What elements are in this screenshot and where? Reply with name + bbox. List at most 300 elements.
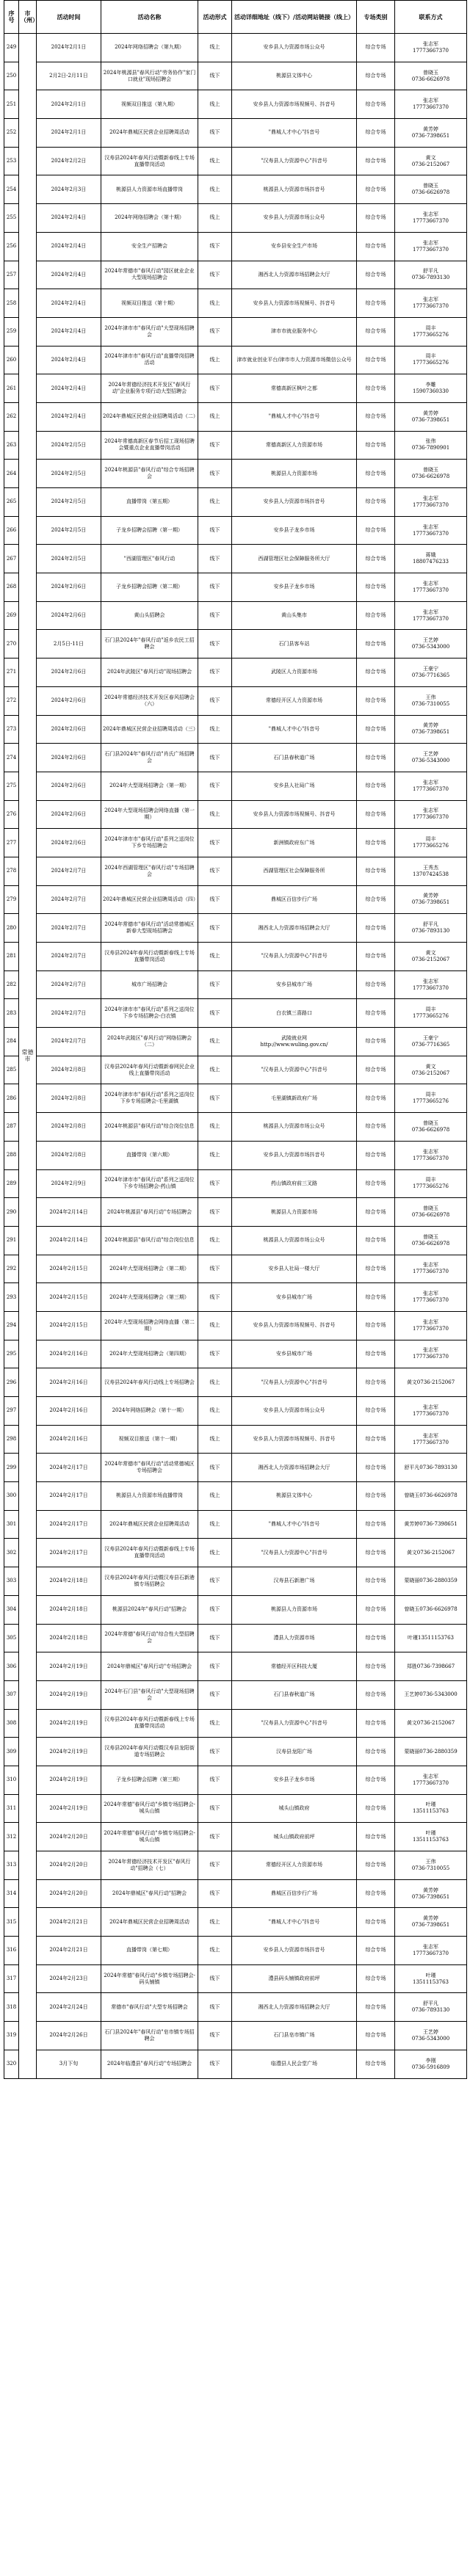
- cell-category: 综合专场: [357, 1908, 395, 1937]
- cell-contact: 王伟 0736-7310055: [395, 686, 467, 715]
- cell-contact: 黄文 0736-2152067: [395, 1056, 467, 1084]
- table-row: [4, 1283, 467, 1312]
- table-row: [4, 601, 467, 630]
- table-row: [4, 658, 467, 687]
- cell-category: 综合专场: [357, 1226, 395, 1255]
- cell-format: 线下: [198, 1964, 232, 1993]
- cell-date: 2024年2月19日: [37, 1738, 101, 1766]
- table-row: [4, 1993, 467, 2022]
- cell-contact: 黄文 0736-2152067: [395, 943, 467, 971]
- cell-index: 279: [4, 885, 19, 914]
- cell-date: 2024年2月23日: [37, 1964, 101, 1993]
- cell-contact: 张志军 17773667370: [395, 772, 467, 800]
- cell-event-name: 2024年常德"春风行动"乡镇专场招聘会-城头山镇: [101, 1823, 198, 1851]
- cell-date: 2024年2月6日: [37, 686, 101, 715]
- cell-category: 综合专场: [357, 1113, 395, 1142]
- cell-format: 线上: [198, 1482, 232, 1511]
- cell-address: 安乡县子龙乡市场: [232, 1766, 357, 1794]
- cell-category: 综合专场: [357, 857, 395, 885]
- cell-date: 2024年2月7日: [37, 970, 101, 999]
- cell-category: 综合专场: [357, 2022, 395, 2050]
- cell-date: 2024年2月1日: [37, 119, 101, 148]
- cell-format: 线下: [198, 1169, 232, 1198]
- cell-date: 2024年2月3日: [37, 175, 101, 204]
- cell-format: 线下: [198, 431, 232, 460]
- cell-contact: 张志军 17773667370: [395, 516, 467, 545]
- cell-contact: 黄文0736-2152067: [395, 1368, 467, 1397]
- cell-event-name: 汉寿县2024年春风行动暨新春线上专场直播带岗活动: [101, 147, 198, 175]
- cell-date: 2024年2月5日: [37, 460, 101, 488]
- cell-index: 281: [4, 943, 19, 971]
- cell-category: 综合专场: [357, 346, 395, 374]
- table-row: [4, 90, 467, 119]
- cell-index: 253: [4, 147, 19, 175]
- cell-address: 西湖管理区社会保障服务所: [232, 857, 357, 885]
- cell-format: 线下: [198, 999, 232, 1028]
- table-row: [4, 1084, 467, 1113]
- cell-format: 线下: [198, 658, 232, 687]
- cell-date: 2024年2月7日: [37, 914, 101, 943]
- cell-address: 石门县春秋道广场: [232, 1680, 357, 1709]
- cell-contact: 张志军 17773667370: [395, 34, 467, 62]
- cell-date: 2024年2月16日: [37, 1368, 101, 1397]
- cell-index: 300: [4, 1482, 19, 1511]
- cell-index: 295: [4, 1340, 19, 1368]
- cell-index: 311: [4, 1794, 19, 1823]
- table-row: [4, 2022, 467, 2050]
- cell-category: 综合专场: [357, 914, 395, 943]
- cell-address: 桃源县人力资源市场: [232, 1198, 357, 1227]
- cell-format: 线下: [198, 1624, 232, 1652]
- cell-event-name: 2024年网络招聘会（第十期）: [101, 204, 198, 233]
- table-row: [4, 715, 467, 744]
- cell-index: 316: [4, 1937, 19, 1965]
- cell-index: 291: [4, 1226, 19, 1255]
- cell-date: 2024年2月20日: [37, 1823, 101, 1851]
- cell-category: 综合专场: [357, 1028, 395, 1056]
- cell-event-name: 汉寿县2024年春风行动线上专场招聘会: [101, 1368, 198, 1397]
- cell-address: "鼎城人才中心"抖音号: [232, 1510, 357, 1539]
- cell-address: 汉寿县石新港广场: [232, 1567, 357, 1596]
- cell-category: 综合专场: [357, 1937, 395, 1965]
- cell-date: 2024年2月20日: [37, 1879, 101, 1908]
- cell-address: 安乡县人力资源市场公众号: [232, 204, 357, 233]
- cell-category: 综合专场: [357, 431, 395, 460]
- cell-index: 310: [4, 1766, 19, 1794]
- cell-event-name: 2024年武陵区"春风行动"现场招聘会: [101, 658, 198, 687]
- table-row: [4, 1454, 467, 1482]
- cell-date: 2024年2月21日: [37, 1908, 101, 1937]
- cell-index: 264: [4, 460, 19, 488]
- cell-address: 药山镇政府前三叉路: [232, 1169, 357, 1198]
- cell-index: 298: [4, 1425, 19, 1454]
- cell-format: 线上: [198, 1141, 232, 1169]
- table-row: [4, 1794, 467, 1823]
- cell-date: 2024年2月21日: [37, 1937, 101, 1965]
- cell-contact: 曾晓玉 0736-6626978: [395, 175, 467, 204]
- cell-contact: 王伟 0736-7310055: [395, 1851, 467, 1880]
- cell-address: 城头山镇政府: [232, 1794, 357, 1823]
- cell-format: 线下: [198, 885, 232, 914]
- cell-format: 线上: [198, 1425, 232, 1454]
- cell-category: 综合专场: [357, 204, 395, 233]
- table-row: [4, 119, 467, 148]
- cell-contact: 黄芳婷 0736-7398651: [395, 1879, 467, 1908]
- cell-address: "汉寿县人力资源中心"抖音号: [232, 147, 357, 175]
- cell-event-name: 城市广场招聘会: [101, 970, 198, 999]
- cell-format: 线下: [198, 1738, 232, 1766]
- cell-event-name: 2024年常德经济技术开发区"春风行动"企业服务专项行动大型招聘会: [101, 374, 198, 403]
- cell-category: 综合专场: [357, 289, 395, 318]
- cell-category: 综合专场: [357, 488, 395, 517]
- cell-format: 线下: [198, 261, 232, 289]
- cell-index: 265: [4, 488, 19, 517]
- cell-format: 线下: [198, 516, 232, 545]
- cell-date: 2024年2月7日: [37, 885, 101, 914]
- cell-address: 桃源县人力资源市场: [232, 460, 357, 488]
- cell-index: 294: [4, 1311, 19, 1340]
- table-row: [4, 686, 467, 715]
- cell-index: 259: [4, 317, 19, 346]
- table-row: [4, 1169, 467, 1198]
- cell-format: 线上: [198, 346, 232, 374]
- cell-index: 306: [4, 1652, 19, 1681]
- cell-address: 安乡县人力资源市场公众号: [232, 1397, 357, 1426]
- cell-address: 桃源县人力资源市场公众号: [232, 1113, 357, 1142]
- cell-contact: 张志军 17773667370: [395, 573, 467, 602]
- cell-format: 线下: [198, 1652, 232, 1681]
- table-row: [4, 516, 467, 545]
- cell-format: 线下: [198, 545, 232, 573]
- cell-event-name: 2024年武陵区"春风行动"网络招聘会（二）: [101, 1028, 198, 1056]
- cell-format: 线下: [198, 1567, 232, 1596]
- table-row: [4, 1141, 467, 1169]
- cell-format: 线上: [198, 1937, 232, 1965]
- cell-contact: 张志军 17773667370: [395, 1311, 467, 1340]
- cell-event-name: 2024年桃源县"春风行动"综合专场招聘会: [101, 460, 198, 488]
- cell-contact: 黄芳婷0736-7398651: [395, 1510, 467, 1539]
- cell-format: 线上: [198, 1539, 232, 1567]
- cell-category: 综合专场: [357, 1454, 395, 1482]
- cell-index: 299: [4, 1454, 19, 1482]
- cell-format: 线上: [198, 1113, 232, 1142]
- cell-event-name: 2024年常德市"春风行动"活动常德城区新春大型现场招聘会: [101, 914, 198, 943]
- cell-address: 桃源县文体中心: [232, 62, 357, 90]
- cell-index: 278: [4, 857, 19, 885]
- table-row: [4, 630, 467, 658]
- cell-event-name: 2024年桃源县"春风行动"综合岗位信息: [101, 1113, 198, 1142]
- cell-contact: 周丰 17773665276: [395, 999, 467, 1028]
- cell-contact: 张志军 17773667370: [395, 289, 467, 318]
- cell-index: 268: [4, 573, 19, 602]
- cell-contact: 舒平凡 0736-7893130: [395, 1993, 467, 2022]
- cell-date: 2024年2月15日: [37, 1255, 101, 1283]
- cell-format: 线下: [198, 1454, 232, 1482]
- table-row: [4, 261, 467, 289]
- cell-contact: 曾晓玉0736-6626978: [395, 1595, 467, 1624]
- cell-category: 综合专场: [357, 885, 395, 914]
- cell-category: 综合专场: [357, 1397, 395, 1426]
- cell-date: 2024年2月1日: [37, 34, 101, 62]
- cell-format: 线上: [198, 1311, 232, 1340]
- cell-address: 安乡县人力资源市场视频号、抖音号: [232, 1311, 357, 1340]
- cell-category: 综合专场: [357, 1255, 395, 1283]
- cell-category: 综合专场: [357, 1198, 395, 1227]
- cell-index: 287: [4, 1113, 19, 1142]
- table-row: [4, 317, 467, 346]
- table-row: [4, 402, 467, 431]
- cell-index: 269: [4, 601, 19, 630]
- cell-date: 2024年2月16日: [37, 1397, 101, 1426]
- cell-event-name: 常德市"春风行动"大型专场招聘会: [101, 1993, 198, 2022]
- cell-index: 308: [4, 1709, 19, 1738]
- cell-city-merged: 常德市: [19, 34, 37, 2079]
- table-row: [4, 829, 467, 857]
- cell-event-name: 2024年大型现场招聘会（第四期）: [101, 1340, 198, 1368]
- table-row: [4, 573, 467, 602]
- header-index: 序号: [4, 1, 19, 34]
- cell-event-name: 2024年津市市"春风行动"系列之送岗位下乡专场招聘会: [101, 829, 198, 857]
- cell-index: 318: [4, 1993, 19, 2022]
- cell-address: 安乡县城市广场: [232, 1283, 357, 1312]
- cell-event-name: 2024年常德"春风行动"乡镇专场招聘会-码头铺镇: [101, 1964, 198, 1993]
- cell-format: 线下: [198, 914, 232, 943]
- cell-format: 线上: [198, 289, 232, 318]
- cell-date: 2024年2月6日: [37, 573, 101, 602]
- cell-date: 2024年2月2日: [37, 147, 101, 175]
- cell-address: 常德经开区科技大厦: [232, 1652, 357, 1681]
- cell-event-name: 视频双目推送（第十期）: [101, 289, 198, 318]
- cell-contact: 张志军 17773667370: [395, 488, 467, 517]
- cell-event-name: 子龙乡招聘会招聘（第一期）: [101, 516, 198, 545]
- table-row: [4, 1680, 467, 1709]
- cell-contact: 叶瑾 13511153763: [395, 1823, 467, 1851]
- cell-event-name: 子龙乡招聘会招聘（第二期）: [101, 573, 198, 602]
- cell-date: 2024年2月26日: [37, 2022, 101, 2050]
- cell-event-name: 石门县2024年"春风行动"返乡农民工招聘会: [101, 630, 198, 658]
- cell-contact: 曾晓玉 0736-6626978: [395, 1226, 467, 1255]
- cell-contact: 叶瑾 13511153763: [395, 1794, 467, 1823]
- cell-date: 2024年2月15日: [37, 1283, 101, 1312]
- cell-contact: 黄芳婷 0736-7398651: [395, 119, 467, 148]
- cell-category: 综合专场: [357, 1340, 395, 1368]
- cell-index: 277: [4, 829, 19, 857]
- cell-format: 线上: [198, 1908, 232, 1937]
- table-row: [4, 1198, 467, 1227]
- cell-index: 288: [4, 1141, 19, 1169]
- cell-category: 综合专场: [357, 90, 395, 119]
- cell-date: 2024年2月6日: [37, 829, 101, 857]
- cell-format: 线下: [198, 601, 232, 630]
- cell-format: 线下: [198, 374, 232, 403]
- cell-event-name: 2024年石门县"春风行动"大型现场招聘会: [101, 1680, 198, 1709]
- table-row: [4, 1709, 467, 1738]
- cell-event-name: 黄山头招聘会: [101, 601, 198, 630]
- table-row: [4, 1879, 467, 1908]
- table-row: [4, 545, 467, 573]
- cell-index: 297: [4, 1397, 19, 1426]
- cell-address: 安乡县城市广场: [232, 970, 357, 999]
- cell-category: 综合专场: [357, 261, 395, 289]
- cell-contact: 张志军 17773667370: [395, 1397, 467, 1426]
- cell-address: 津市市就业服务中心: [232, 317, 357, 346]
- cell-event-name: 2024年网络招聘会（第十一期）: [101, 1397, 198, 1426]
- cell-date: 2024年2月4日: [37, 317, 101, 346]
- cell-category: 综合专场: [357, 686, 395, 715]
- cell-category: 综合专场: [357, 1680, 395, 1709]
- cell-index: 290: [4, 1198, 19, 1227]
- cell-address: "汉寿县人力资源中心"抖音号: [232, 943, 357, 971]
- cell-date: 2024年2月6日: [37, 601, 101, 630]
- cell-event-name: 2024年鼎城区民营企业招聘周活动: [101, 1510, 198, 1539]
- cell-contact: 周丰 17773665276: [395, 346, 467, 374]
- cell-format: 线下: [198, 1879, 232, 1908]
- cell-event-name: 汉寿县2024年春风行动暨新春网民企业线上直播带岗活动: [101, 1056, 198, 1084]
- cell-category: 综合专场: [357, 147, 395, 175]
- cell-contact: 曾晓玉 0736-6626978: [395, 1113, 467, 1142]
- table-row: [4, 346, 467, 374]
- cell-address: 城头山镇政府前坪: [232, 1823, 357, 1851]
- cell-event-name: 2024年常德"春风行动"综合性大型招聘会: [101, 1624, 198, 1652]
- cell-event-name: "西湖管理区"春风行动: [101, 545, 198, 573]
- cell-event-name: 2024年津市市"春风行动"系列之送岗位下乡专场招聘会-药山镇: [101, 1169, 198, 1198]
- cell-date: 2024年2月19日: [37, 1766, 101, 1794]
- cell-date: 2024年2月5日: [37, 545, 101, 573]
- cell-address: 西湖管理区社会保障服务所大厅: [232, 545, 357, 573]
- cell-contact: 张志军 17773667370: [395, 232, 467, 261]
- cell-index: 315: [4, 1908, 19, 1937]
- cell-event-name: 2024年鼎城区"春风行动"专场招聘会: [101, 1652, 198, 1681]
- cell-address: "鼎城人才中心"抖音号: [232, 1908, 357, 1937]
- cell-date: 2024年2月6日: [37, 658, 101, 687]
- table-row: [4, 62, 467, 90]
- cell-event-name: 2024年鼎城区民营企业招聘周活动: [101, 119, 198, 148]
- cell-category: 综合专场: [357, 1084, 395, 1113]
- table-row: [4, 857, 467, 885]
- cell-index: 307: [4, 1680, 19, 1709]
- cell-index: 255: [4, 204, 19, 233]
- cell-address: 湘西北人力资源市场招聘会大厅: [232, 261, 357, 289]
- cell-index: 258: [4, 289, 19, 318]
- cell-format: 线下: [198, 2050, 232, 2078]
- cell-category: 综合专场: [357, 2050, 395, 2078]
- cell-address: 石门县春秋道广场: [232, 744, 357, 772]
- cell-contact: 郑胜0736-7398667: [395, 1652, 467, 1681]
- cell-address: 安乡县人力资源市场抖音号: [232, 1937, 357, 1965]
- cell-index: 276: [4, 800, 19, 829]
- cell-contact: 周丰 17773665276: [395, 829, 467, 857]
- table-row: [4, 1964, 467, 1993]
- cell-category: 综合专场: [357, 1738, 395, 1766]
- cell-format: 线上: [198, 488, 232, 517]
- cell-date: 2024年2月17日: [37, 1454, 101, 1482]
- cell-category: 综合专场: [357, 601, 395, 630]
- cell-event-name: 2024年常德市"春风行动"活动常德城区专场招聘会: [101, 1454, 198, 1482]
- header-address: 活动详细地址（线下）/活动网站链接（线上）: [232, 1, 357, 34]
- cell-index: 313: [4, 1851, 19, 1880]
- cell-contact: 张志军 17773667370: [395, 970, 467, 999]
- cell-category: 综合专场: [357, 402, 395, 431]
- cell-index: 270: [4, 630, 19, 658]
- cell-contact: 周丰 17773665276: [395, 317, 467, 346]
- cell-index: 256: [4, 232, 19, 261]
- cell-address: 安乡县人力资源市场视频号、抖音号: [232, 90, 357, 119]
- cell-address: "汉寿县人力资源中心"抖音号: [232, 1539, 357, 1567]
- cell-address: 常德高新区枫叶之都: [232, 374, 357, 403]
- cell-address: 白衣镇三喜路口: [232, 999, 357, 1028]
- cell-event-name: 2024年桃源县"春风行动"专场招聘会: [101, 1198, 198, 1227]
- cell-address: 常德经开区人力资源市场: [232, 1851, 357, 1880]
- cell-event-name: 直播带岗（第六期）: [101, 1141, 198, 1169]
- cell-contact: 王豪宁 0736-7716365: [395, 658, 467, 687]
- cell-contact: 张志军 17773667370: [395, 1283, 467, 1312]
- cell-format: 线上: [198, 1368, 232, 1397]
- cell-format: 线下: [198, 1340, 232, 1368]
- cell-category: 综合专场: [357, 1368, 395, 1397]
- cell-contact: 曾晓玉 0736-6626978: [395, 460, 467, 488]
- cell-contact: 黄芳婷 0736-7398651: [395, 715, 467, 744]
- cell-format: 线上: [198, 204, 232, 233]
- cell-category: 综合专场: [357, 1794, 395, 1823]
- cell-event-name: 2024年常德市"春风行动"园区就业企业大型现场招聘会: [101, 261, 198, 289]
- cell-date: 2024年2月18日: [37, 1567, 101, 1596]
- cell-address: 石门县客车站: [232, 630, 357, 658]
- table-row: [4, 914, 467, 943]
- cell-address: 安乡县人力资源市场公众号: [232, 34, 357, 62]
- cell-category: 综合专场: [357, 1510, 395, 1539]
- cell-format: 线上: [198, 1056, 232, 1084]
- cell-address: "鼎城人才中心"抖音号: [232, 715, 357, 744]
- cell-date: 2024年2月4日: [37, 346, 101, 374]
- cell-category: 综合专场: [357, 800, 395, 829]
- table-row: [4, 1368, 467, 1397]
- cell-date: 2024年2月7日: [37, 1028, 101, 1056]
- cell-event-name: 2024年桃源县"春风行动"综合岗位信息: [101, 1226, 198, 1255]
- table-row: [4, 1595, 467, 1624]
- cell-format: 线下: [198, 744, 232, 772]
- cell-index: 266: [4, 516, 19, 545]
- header-format: 活动形式: [198, 1, 232, 34]
- cell-contact: 张志军 17773667370: [395, 1425, 467, 1454]
- cell-contact: 周丰 17773665276: [395, 1169, 467, 1198]
- cell-contact: 曾晓玉0736-6626978: [395, 1482, 467, 1511]
- cell-format: 线下: [198, 829, 232, 857]
- cell-address: 武陵区人力资源市场: [232, 658, 357, 687]
- cell-contact: 舒平凡0736-7893130: [395, 1454, 467, 1482]
- cell-format: 线上: [198, 1226, 232, 1255]
- cell-date: 2024年2月5日: [37, 488, 101, 517]
- cell-category: 综合专场: [357, 516, 395, 545]
- cell-address: 安乡县人社局一楼大厅: [232, 1255, 357, 1283]
- cell-address: 湘西北人力资源市场招聘会大厅: [232, 914, 357, 943]
- table-row: [4, 1255, 467, 1283]
- cell-address: 汉寿县龙阳广场: [232, 1738, 357, 1766]
- table-row: [4, 2050, 467, 2078]
- cell-category: 综合专场: [357, 1169, 395, 1198]
- cell-event-name: 汉寿县2024年春风行动暨新春线上专场直播带岗活动: [101, 943, 198, 971]
- recruitment-events-table: [4, 0, 467, 2079]
- cell-index: 289: [4, 1169, 19, 1198]
- cell-address: 安乡县子龙乡市场: [232, 516, 357, 545]
- cell-index: 252: [4, 119, 19, 148]
- cell-address: 津市就业创业平台/津市市人力资源市场微信公众号: [232, 346, 357, 374]
- cell-index: 293: [4, 1283, 19, 1312]
- cell-category: 综合专场: [357, 545, 395, 573]
- cell-category: 综合专场: [357, 1993, 395, 2022]
- cell-category: 综合专场: [357, 1766, 395, 1794]
- cell-address: "汉寿县人力资源中心"抖音号: [232, 1709, 357, 1738]
- cell-event-name: 2024年桃源县"春风行动"劳务协作"家门口就业"现场招聘会: [101, 62, 198, 90]
